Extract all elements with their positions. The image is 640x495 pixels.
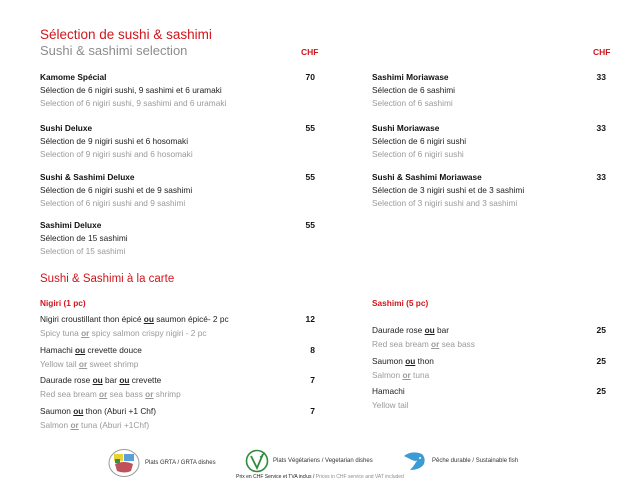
- menu-item-description-fr: Sélection de 6 nigiri sushi et de 9 sashimi: [40, 185, 193, 195]
- footnote-en: Prices in CHF service and VAT included: [315, 474, 404, 480]
- menu-item-price: 33: [596, 123, 606, 133]
- legend-vegetarian-label: Plats Végétariens / Vegetarian dishes: [273, 458, 373, 464]
- menu-item: [40, 171, 320, 210]
- item-price: 25: [596, 325, 606, 335]
- a-la-carte-title: Sushi & Sashimi à la carte: [40, 273, 175, 285]
- footnote-fr: Prix en CHF Service et TVA inclus /: [236, 474, 316, 480]
- menu-item-description-en: Selection of 9 nigiri sushi and 6 hosomaki: [40, 149, 193, 159]
- item-price: 8: [310, 345, 315, 355]
- item-description-fr: Daurade rose ou bar: [372, 325, 450, 335]
- item-description-fr: Saumon ou thon (Aburi +1 Chf): [40, 406, 156, 416]
- item-description-en: Yellow tail or sweet shrimp: [40, 359, 139, 369]
- menu-item-description-en: Selection of 6 nigiri sushi and 9 sashimi: [40, 198, 186, 208]
- item-description-fr: Saumon ou thon: [372, 356, 434, 366]
- menu-item-description-fr: Sélection de 6 nigiri sushi, 9 sashimi et 6 uramaki: [40, 85, 222, 95]
- price-footnote: [0, 474, 640, 480]
- menu-item-name: Sashimi Moriawase: [372, 72, 449, 82]
- item-description-fr: Hamachi ou crevette douce: [40, 345, 142, 355]
- item-price: 7: [310, 375, 315, 385]
- menu-item-name: Sushi & Sashimi Deluxe: [40, 172, 135, 182]
- item-description-fr: Daurade rose ou bar ou crevette: [40, 375, 162, 385]
- sustainable-fish-icon: [402, 450, 428, 472]
- menu-item-description-fr: Sélection de 6 nigiri sushi: [372, 136, 467, 146]
- menu-item-name: Sashimi Deluxe: [40, 220, 102, 230]
- menu-item-description-en: Selection of 6 nigiri sushi: [372, 149, 464, 159]
- item-price: 12: [305, 314, 315, 324]
- menu-item: [40, 71, 320, 110]
- menu-item-description-en: Selection of 15 sashimi: [40, 246, 126, 256]
- nigiri-subtitle: Nigiri (1 pc): [40, 298, 86, 308]
- menu-item-description-en: Selection of 3 nigiri sushi and 3 sashimi: [372, 198, 518, 208]
- menu-item-description-fr: Sélection de 9 nigiri sushi et 6 hosomaki: [40, 136, 189, 146]
- menu-item-price: 55: [305, 172, 315, 182]
- menu-item: [40, 219, 320, 258]
- item-description-en: Spicy tuna or spicy salmon crispy nigiri - 2 pc: [40, 328, 207, 338]
- item-description-en: Salmon or tuna (Aburi +1Chf): [40, 420, 150, 430]
- menu-item-name: Sushi Moriawase: [372, 123, 440, 133]
- currency-label-right: CHF: [593, 47, 611, 57]
- legend-fish-label: Pêche durable / Sustainable fish: [432, 458, 519, 464]
- item-description-fr: Nigiri croustillant thon épicé ou saumon épicé- 2 pc: [40, 314, 229, 324]
- menu-item-description-en: Selection of 6 nigiri sushi, 9 sashimi and 6 uramaki: [40, 98, 227, 108]
- menu-item-description-fr: Sélection de 3 nigiri sushi et de 3 sashimi: [372, 185, 525, 195]
- sashimi-subtitle: Sashimi (5 pc): [372, 298, 429, 308]
- menu-item-description-en: Selection of 6 sashimi: [372, 98, 453, 108]
- menu-item-description-fr: Sélection de 15 sashimi: [40, 233, 128, 243]
- menu-item-name: Sushi & Sashimi Moriawase: [372, 172, 482, 182]
- item-description-en: Red sea bream or sea bass or shrimp: [40, 389, 181, 399]
- menu-item-price: 55: [305, 123, 315, 133]
- legend-grta-label: Plats GRTA / GRTA dishes: [145, 460, 216, 466]
- menu-item-price: 33: [596, 72, 606, 82]
- menu-item-price: 55: [305, 220, 315, 230]
- item-description-en: Salmon or tuna: [372, 370, 430, 380]
- item-description-en: Yellow tail: [372, 400, 409, 410]
- menu-item-name: Sushi Deluxe: [40, 123, 93, 133]
- menu-item: [40, 122, 320, 161]
- menu-item-description-fr: Sélection de 6 sashimi: [372, 85, 456, 95]
- menu-item-name: Kamome Spécial: [40, 72, 107, 82]
- vegetarian-v-icon: [245, 449, 269, 473]
- item-price: 25: [596, 386, 606, 396]
- item-price: 7: [310, 406, 315, 416]
- section-title-en: Sushi & sashimi selection: [40, 43, 188, 58]
- item-description-fr: Hamachi: [372, 386, 405, 396]
- legend-vegetarian: [245, 449, 373, 473]
- item-description-en: Red sea bream or sea bass: [372, 339, 475, 349]
- item-price: 25: [596, 356, 606, 366]
- menu-item-price: 70: [305, 72, 315, 82]
- section-title-fr: Sélection de sushi & sashimi: [40, 27, 212, 42]
- legend-sustainable-fish: [402, 450, 518, 472]
- currency-label-left: CHF: [301, 47, 319, 57]
- menu-item-price: 33: [596, 172, 606, 182]
